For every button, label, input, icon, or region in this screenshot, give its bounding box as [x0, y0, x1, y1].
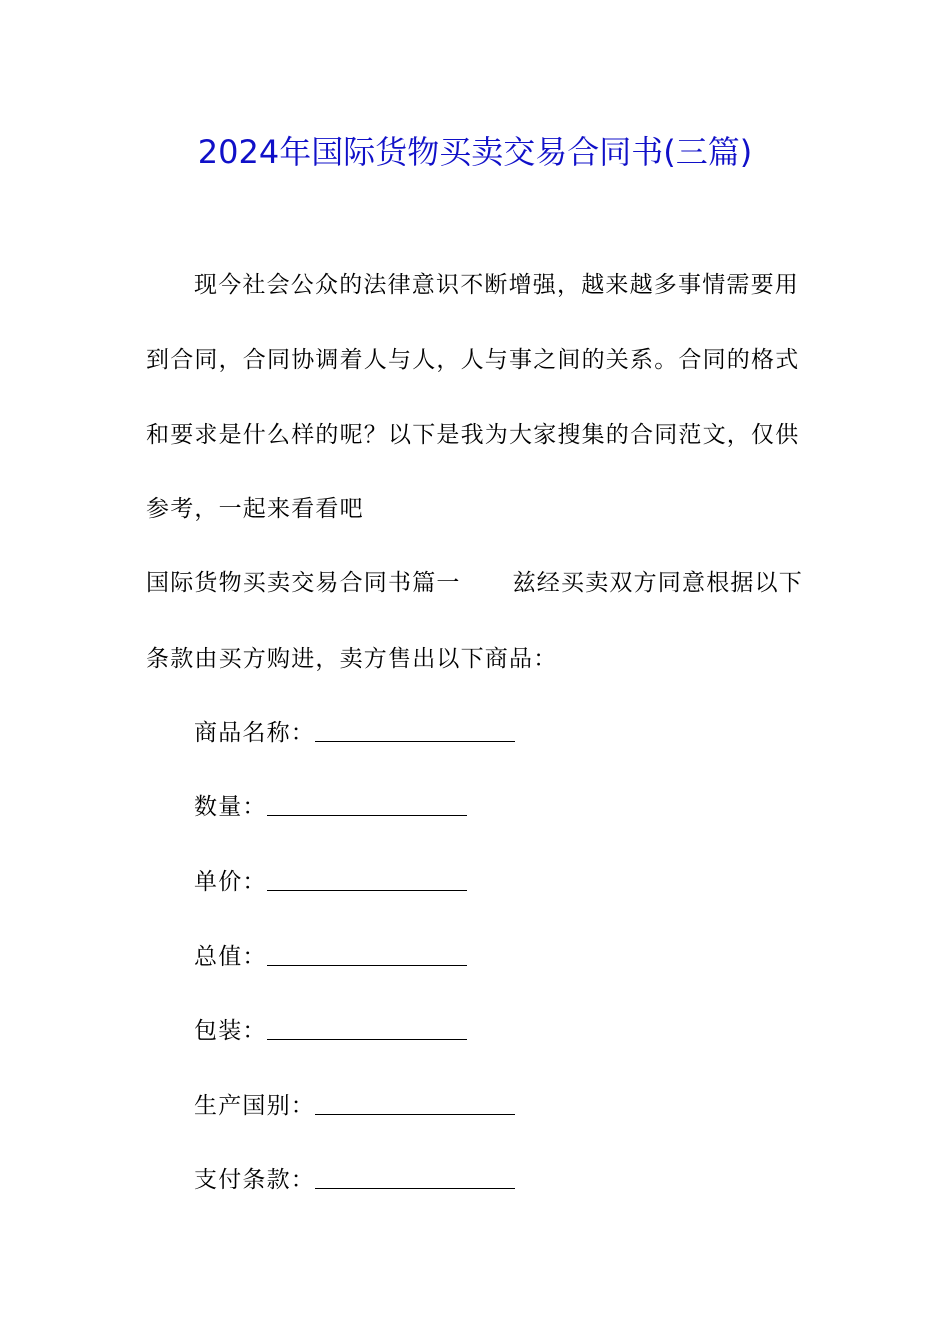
section-heading-line: [146, 566, 806, 600]
fill-in-blank: [267, 945, 467, 966]
field-row: [194, 940, 806, 974]
field-label: 包装：: [194, 1018, 267, 1044]
intro-line-1: 现今社会公众的法律意识不断增强，越来越多事情需要用: [194, 272, 799, 298]
field-label: 商品名称：: [194, 720, 315, 746]
field-label: 支付条款：: [194, 1167, 315, 1193]
field-label: 单价：: [194, 869, 267, 895]
field-row: [194, 865, 806, 899]
section-text-line-1: 兹经买卖双方同意根据以下: [512, 570, 804, 596]
field-row: [194, 716, 806, 750]
fill-in-blank: [315, 721, 515, 742]
section-text-line-2: 条款由买方购进，卖方售出以下商品：: [146, 646, 558, 672]
field-label: 总值：: [194, 944, 267, 970]
fill-in-blank: [267, 1019, 467, 1040]
fill-in-blank: [267, 795, 467, 816]
fill-in-blank: [315, 1094, 515, 1115]
field-label: 生产国别：: [194, 1093, 315, 1119]
field-row: [194, 790, 806, 824]
intro-line-2: 到合同，合同协调着人与人，人与事之间的关系。合同的格式: [146, 347, 800, 373]
fill-in-blank: [315, 1168, 515, 1189]
document-title: 2024年国际货物买卖交易合同书(三篇): [197, 133, 753, 171]
section-heading: 国际货物买卖交易合同书篇一: [146, 570, 461, 596]
field-row: [194, 1014, 806, 1048]
field-row: [194, 1163, 806, 1197]
field-row: [194, 1089, 806, 1123]
intro-line-3: 和要求是什么样的呢？以下是我为大家搜集的合同范文，仅供: [146, 422, 800, 448]
fill-in-blank: [267, 870, 467, 891]
field-label: 数量：: [194, 794, 267, 820]
intro-line-4: 参考，一起来看看吧: [146, 496, 364, 522]
